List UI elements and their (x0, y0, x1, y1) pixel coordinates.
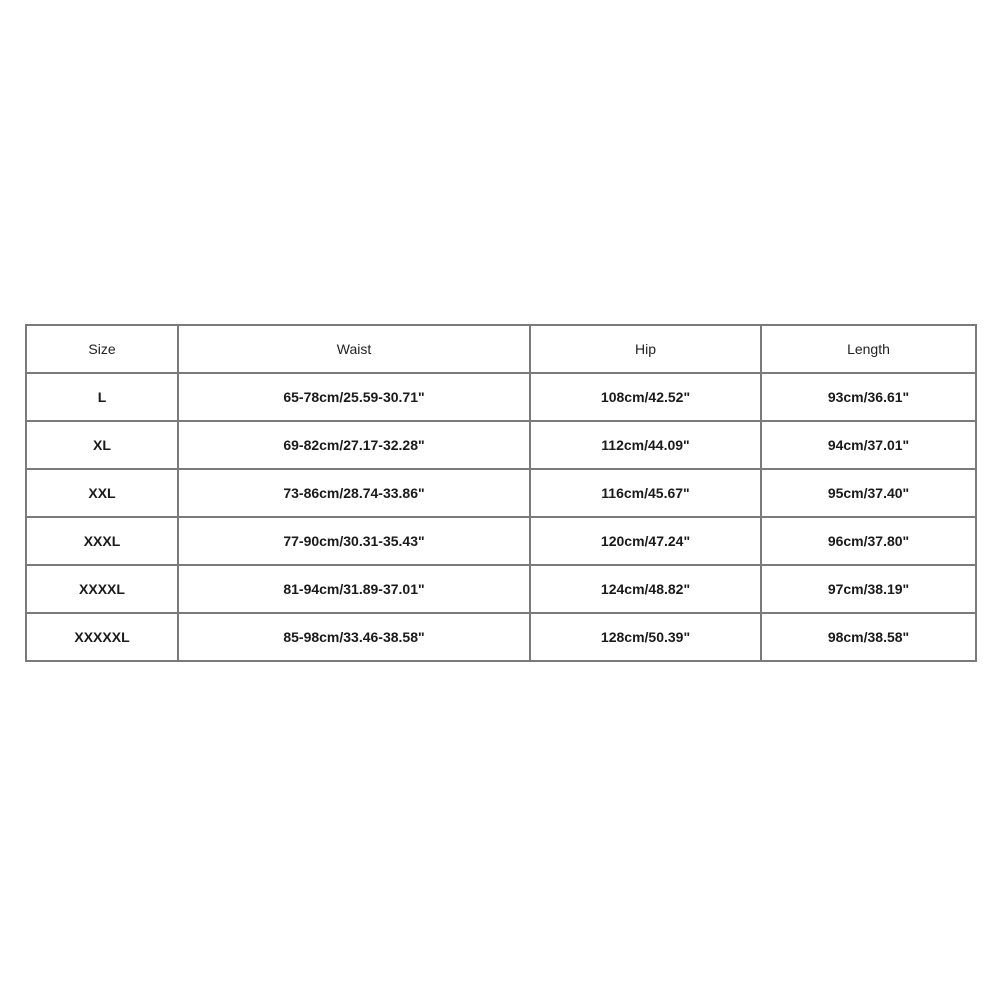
cell-length: 93cm/36.61" (761, 373, 976, 421)
cell-waist: 77-90cm/30.31-35.43" (178, 517, 530, 565)
cell-waist: 69-82cm/27.17-32.28" (178, 421, 530, 469)
cell-length: 97cm/38.19" (761, 565, 976, 613)
cell-hip: 120cm/47.24" (530, 517, 761, 565)
size-chart-table (25, 324, 977, 662)
header-size: Size (26, 325, 178, 373)
table-row (26, 421, 976, 469)
cell-size: XL (26, 421, 178, 469)
cell-size: L (26, 373, 178, 421)
cell-waist: 81-94cm/31.89-37.01" (178, 565, 530, 613)
cell-length: 94cm/37.01" (761, 421, 976, 469)
table-row (26, 565, 976, 613)
table-row (26, 373, 976, 421)
cell-waist: 73-86cm/28.74-33.86" (178, 469, 530, 517)
header-waist: Waist (178, 325, 530, 373)
table-row (26, 613, 976, 661)
header-hip: Hip (530, 325, 761, 373)
table-row (26, 469, 976, 517)
table-body (26, 373, 976, 661)
cell-hip: 108cm/42.52" (530, 373, 761, 421)
cell-size: XXL (26, 469, 178, 517)
header-length: Length (761, 325, 976, 373)
cell-length: 98cm/38.58" (761, 613, 976, 661)
cell-hip: 128cm/50.39" (530, 613, 761, 661)
cell-waist: 65-78cm/25.59-30.71" (178, 373, 530, 421)
cell-length: 96cm/37.80" (761, 517, 976, 565)
table-header (26, 325, 976, 373)
table-row (26, 517, 976, 565)
cell-size: XXXL (26, 517, 178, 565)
cell-length: 95cm/37.40" (761, 469, 976, 517)
cell-size: XXXXL (26, 565, 178, 613)
cell-hip: 116cm/45.67" (530, 469, 761, 517)
cell-size: XXXXXL (26, 613, 178, 661)
cell-waist: 85-98cm/33.46-38.58" (178, 613, 530, 661)
cell-hip: 124cm/48.82" (530, 565, 761, 613)
header-row (26, 325, 976, 373)
cell-hip: 112cm/44.09" (530, 421, 761, 469)
